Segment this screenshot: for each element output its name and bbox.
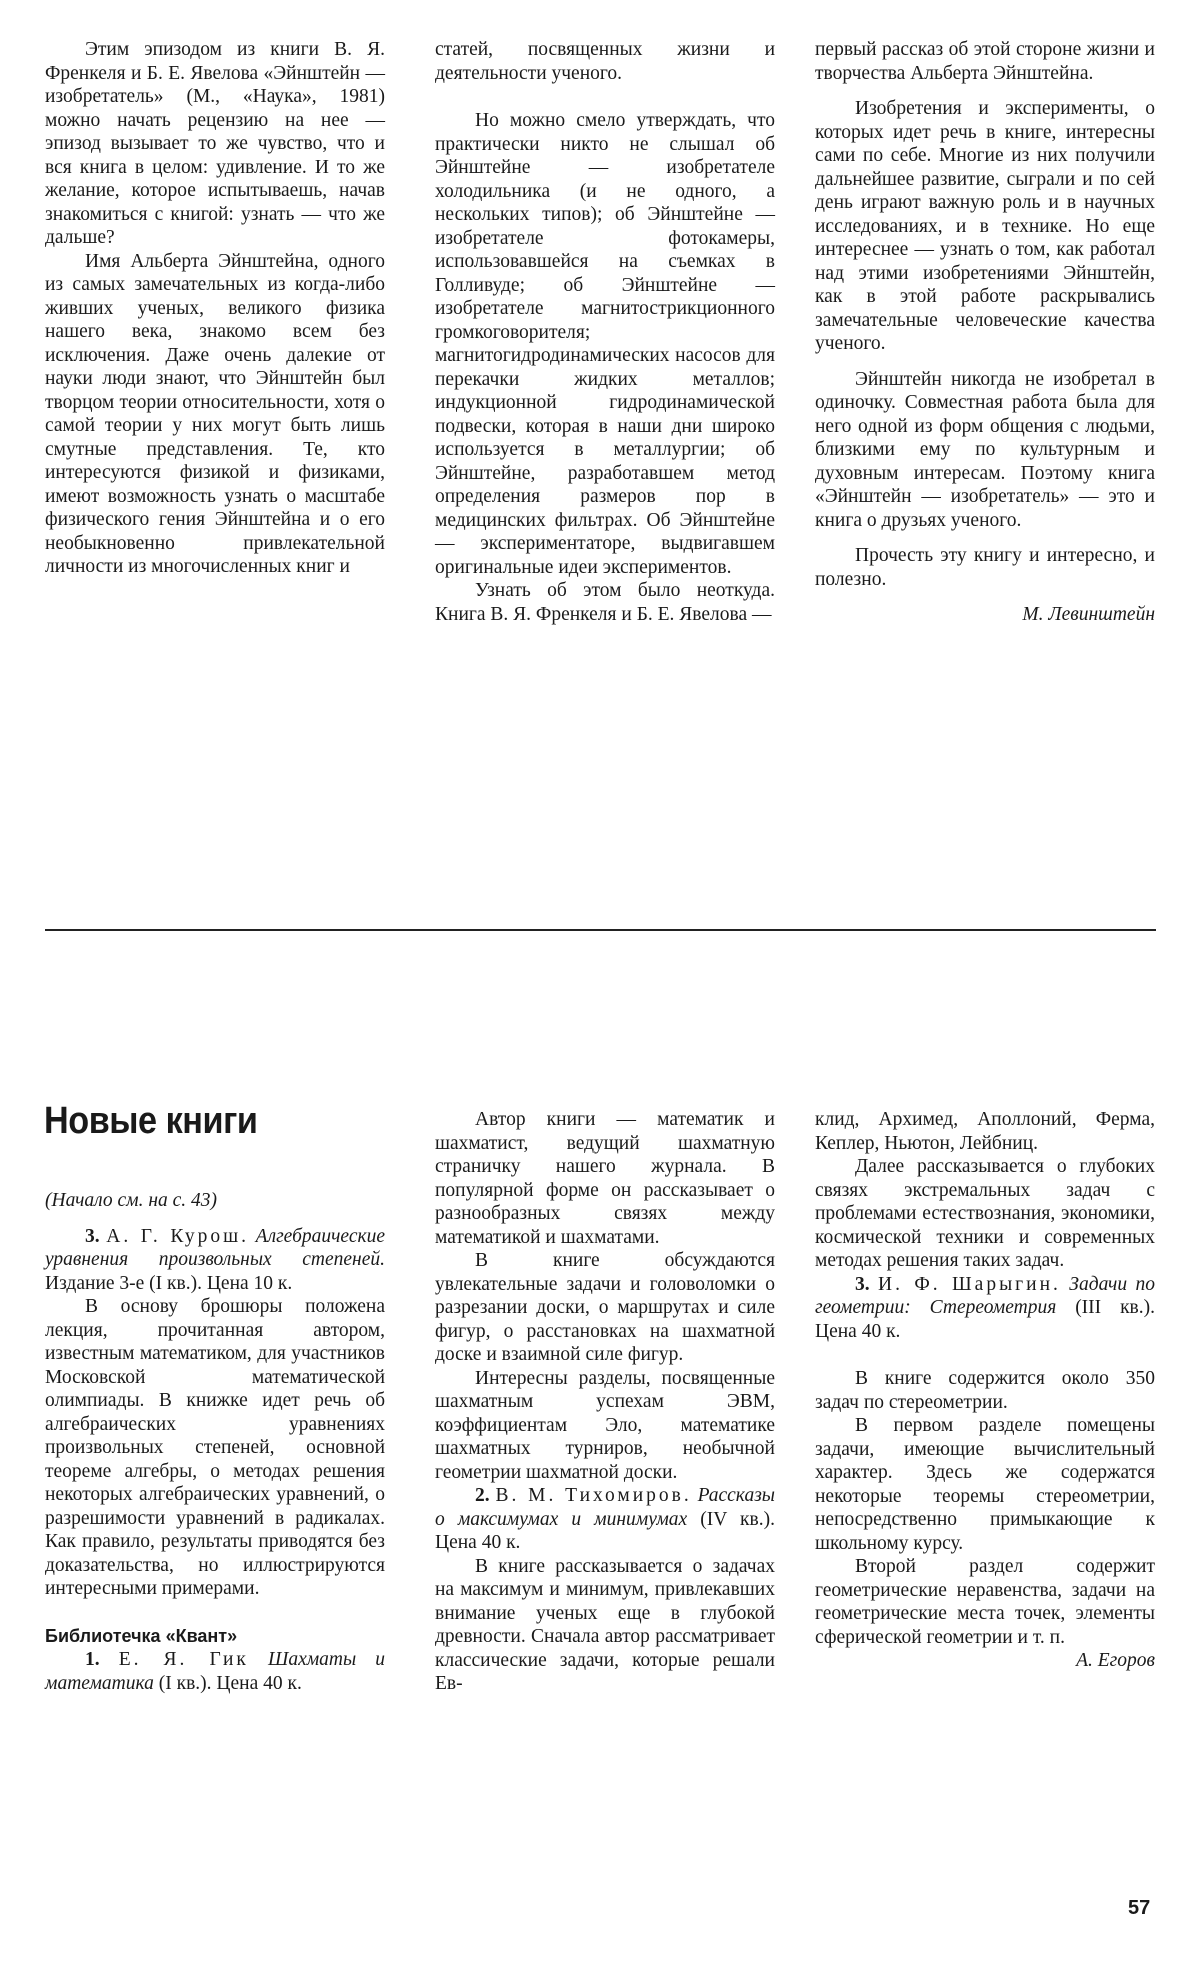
book-entry: 1. Е. Я. Гик Шахматы и математика (I кв.). Цена 40 к. — [45, 1649, 386, 1694]
book-entry: 3. И. Ф. Шарыгин. Задачи по геометрии: Стереометрия (III кв.). Цена 40 к. — [815, 1273, 1155, 1342]
newbooks-column-1 — [45, 1189, 385, 1695]
newbooks-signature: А. Егоров — [1076, 1650, 1155, 1671]
newbooks-column-2 — [435, 1108, 775, 1696]
book-entry: 2. В. М. Тихомиров. Рассказы о максимумах и минимумах (IV кв.). Цена 40 к. — [435, 1485, 776, 1553]
section-heading: Новые книги — [44, 1100, 258, 1142]
series-title: Библиотечка «Квант» — [45, 1625, 238, 1646]
newbooks-column-3 — [815, 1108, 1155, 1673]
section-divider — [45, 929, 1156, 931]
paragraph: Имя Альберта Эйнштейна, одного из самых замечательных из когда-либо живших ученых, великого физика нашего века, знакомо всем без исключения. Даже очень далекие от науки люди знают, что Эйнштейн был творцом теории относительности, хотя о самой теории у них могут быть лишь смутные представления. Те, кто интересуются физикой и физиками, имеют возможность узнать о масштабе физического гения Эйнштейна и о его необыкновенно привлекательной личности из многочисленных книг и — [45, 250, 385, 577]
paragraph: Далее рассказывается о глубоких связях экстремальных задач с проблемами естествознания, экономики, космической техники и современных методах решения таких задач. — [815, 1156, 1155, 1271]
paragraph: Автор книги — математик и шахматист, ведущий шахматную страничку нашего журнала. В популярной форме он рассказывает о разнообразных связях между математикой и шахматами. — [435, 1109, 775, 1248]
paragraph: В книге рассказывается о задачах на максимум и минимум, привлекавших внимание ученых еще в глубокой древности. Сначала автор рассматривает классические задачи, которые решали Ев- — [435, 1555, 775, 1694]
book-entry: 3. А. Г. Курош. Алгебраические уравнения произвольных степеней. Издание 3-е (I кв.). Цена 10 к. — [45, 1225, 386, 1294]
page-number: 57 — [1128, 1897, 1151, 1919]
paragraph: Эйнштейн никогда не изобретал в одиночку. Совместная работа была для него одной из форм общения с людьми, близкими ему по культурным и духовным интересам. Поэтому книга «Эйнштейн — изобретатель» — это и книга о друзьях ученого. — [815, 368, 1155, 531]
paragraph: Второй раздел содержит геометрические неравенства, задачи на геометрические места точек, элементы сферической геометрии и т. п. — [815, 1556, 1155, 1648]
paragraph: Этим эпизодом из книги В. Я. Френкеля и Б. Е. Явелова «Эйнштейн — изобретатель» (М., «Наука», 1981) можно начать рецензию на нее — эпизод вызывает то же чувство, что и вся книга в целом: удивление. И то же желание, которое испытываешь, начав знакомиться с книгой: узнать — что же дальше? — [45, 39, 385, 248]
review-column-3 — [815, 38, 1155, 627]
review-column-2 — [435, 38, 775, 626]
paragraph: клид, Архимед, Аполлоний, Ферма, Кеплер, Ньютон, Лейбниц. — [815, 1109, 1155, 1154]
paragraph: Узнать об этом было неоткуда. Книга В. Я. Френкеля и Б. Е. Явелова — — [435, 580, 775, 625]
paragraph: Интересны разделы, посвященные шахматным успехам ЭВМ, коэффициентам Эло, математике шахматных турниров, необычной геометрии шахматной доски. — [435, 1367, 775, 1483]
paragraph: В основу брошюры положена лекция, прочитанная автором, известным математиком, для участников Московской математической олимпиады. В книжке идет речь об алгебраических уравнениях произвольных степеней, основной теореме алгебры, о методах решения некоторых алгебраических уравнений, о разрешимости уравнений в радикалах. Как правило, результаты приводятся без доказательства, но иллюстрируются интересными примерами. — [45, 1296, 385, 1599]
review-column-1 — [45, 38, 385, 579]
paragraph: Изобретения и эксперименты, о которых идет речь в книге, интересны сами по себе. Многие из них получили дальнейшее развитие, сыграли и по сей день играют важную роль и в научных исследованиях, и в технике. Но еще интереснее — узнать о том, как работал над этими изобретениями Эйнштейн, как в этой работе раскрывались замечательные человеческие качества ученого. — [815, 98, 1155, 354]
continued-note: (Начало см. на с. 43) — [45, 1190, 218, 1211]
paragraph: первый рассказ об этой стороне жизни и творчества Альберта Эйнштейна. — [815, 39, 1155, 84]
paragraph: В книге обсуждаются увлекательные задачи и головоломки о разрезании доски, о маршрутах и силе фигур, о расстановках на шахматной доске и взаимной силе фигур. — [435, 1250, 775, 1365]
paragraph: В первом разделе помещены задачи, имеющие вычислительный характер. Здесь же содержатся некоторые теоремы стереометрии, непосредственно примыкающие к школьному курсу. — [815, 1415, 1155, 1554]
paragraph: статей, посвященных жизни и деятельности ученого. — [435, 39, 775, 84]
review-signature: М. Левинштейн — [1022, 604, 1155, 625]
paragraph: В книге содержится около 350 задач по стереометрии. — [815, 1368, 1155, 1413]
paragraph: Прочесть эту книгу и интересно, и полезно. — [815, 545, 1155, 590]
paragraph: Но можно смело утверждать, что практически никто не слышал об Эйнштейне — изобретателе холодильника (и не одного, а нескольких типов); об Эйнштейне — изобретателе фотокамеры, использовавшейся на съемках в Голливуде; об Эйнштейне — изобретателе магнитострикционного громкоговорителя; магнитогидродинамических насосов для перекачки жидких металлов; индукционной гидродинамической подвески, которая в наши дни широко используется в металлургии; об Эйнштейне, разработавшем метод определения размеров пор в медицинских фильтрах. Об Эйнштейне — экспериментаторе, выдвигавшем оригинальные идеи экспериментов. — [435, 110, 775, 578]
